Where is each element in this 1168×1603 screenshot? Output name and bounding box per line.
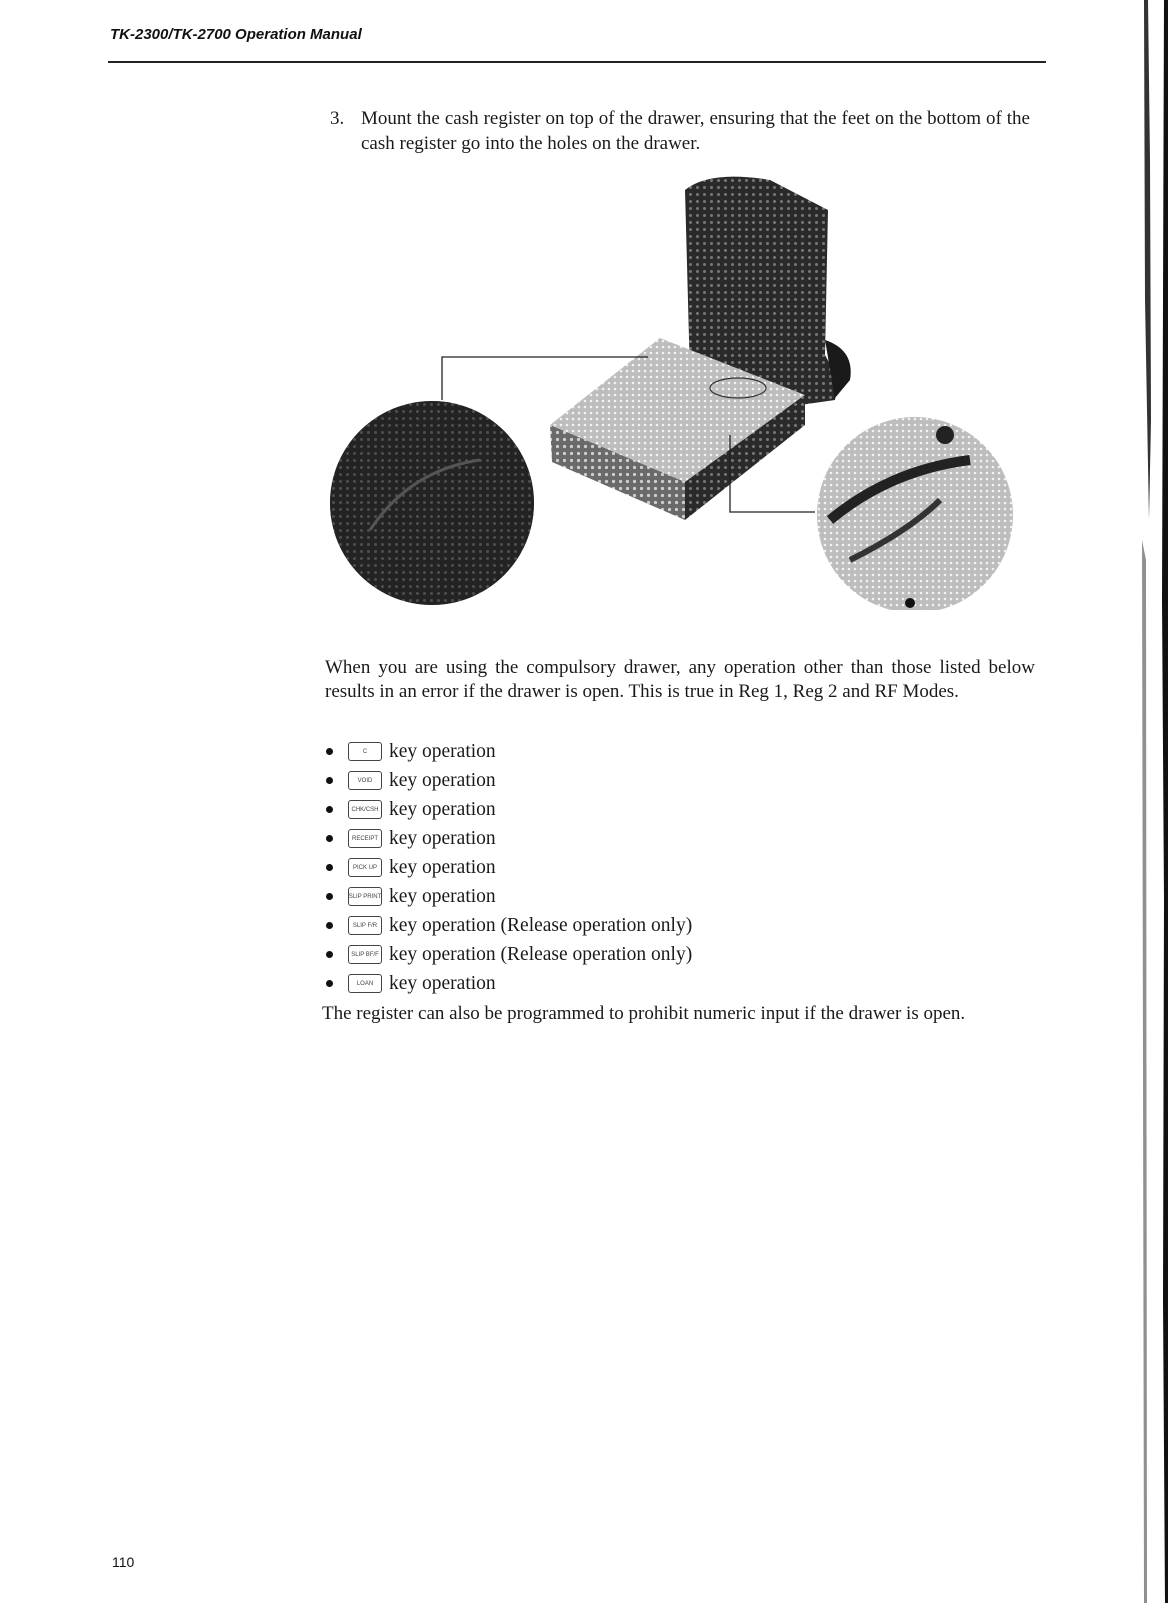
c-key-icon: C [348,742,382,761]
list-item [323,969,692,998]
bullet-icon [326,806,333,813]
list-item-text: key operation (Release operation only) [389,943,693,965]
bullet-icon [326,835,333,842]
step-text: Mount the cash register on top of the drawer, ensuring that the feet on the bottom of the cash register go into the holes on the drawer. [361,108,1030,154]
page-number: 110 [112,1554,135,1570]
list-item [323,853,692,882]
loan-key-icon: LOAN [348,974,382,993]
register-drawer-illustration [330,170,1020,610]
void-key-icon: VOID [348,771,382,790]
numeric-input-note: The register can also be programmed to prohibit numeric input if the drawer is open. [322,1003,966,1024]
bullet-icon [326,922,333,929]
header-rule [108,61,1046,63]
list-item-text: key operation [389,885,496,907]
pick-up-key-icon: PICK UP [348,858,382,877]
list-item-text: key operation [389,798,496,820]
slip-print-key-icon: SLIP PRINT [348,887,382,906]
chk-csh-key-icon: CHK/CSH [348,800,382,819]
slip-bf-key-icon: SLIP BF/F [348,945,382,964]
list-item-text: key operation [389,740,496,762]
list-item [323,940,692,969]
bullet-icon [326,951,333,958]
list-item [323,766,692,795]
list-item-text: key operation [389,856,496,878]
list-item [323,795,692,824]
running-header: TK-2300/TK-2700 Operation Manual [110,26,362,43]
list-item-text: key operation [389,972,496,994]
compulsory-drawer-paragraph: When you are using the compulsory drawer, any operation other than those listed below results in an error if the drawer is open. This is true in Reg 1, Reg 2 and RF Modes. [325,657,1035,702]
bullet-icon [326,748,333,755]
bullet-icon [326,777,333,784]
list-item-text: key operation [389,769,496,791]
book-spine-edge [1142,0,1168,1603]
slip-fr-key-icon: SLIP F/R [348,916,382,935]
bullet-icon [326,864,333,871]
allowed-operations-list [323,737,692,998]
bullet-icon [326,980,333,987]
list-item-text: key operation [389,827,496,849]
step-number: 3. [330,108,345,129]
receipt-key-icon: RECEIPT [348,829,382,848]
bullet-icon [326,893,333,900]
list-item [323,882,692,911]
list-item-text: key operation (Release operation only) [389,914,693,936]
list-item [323,824,692,853]
list-item [323,737,692,766]
step-3 [330,106,1030,156]
list-item [323,911,692,940]
